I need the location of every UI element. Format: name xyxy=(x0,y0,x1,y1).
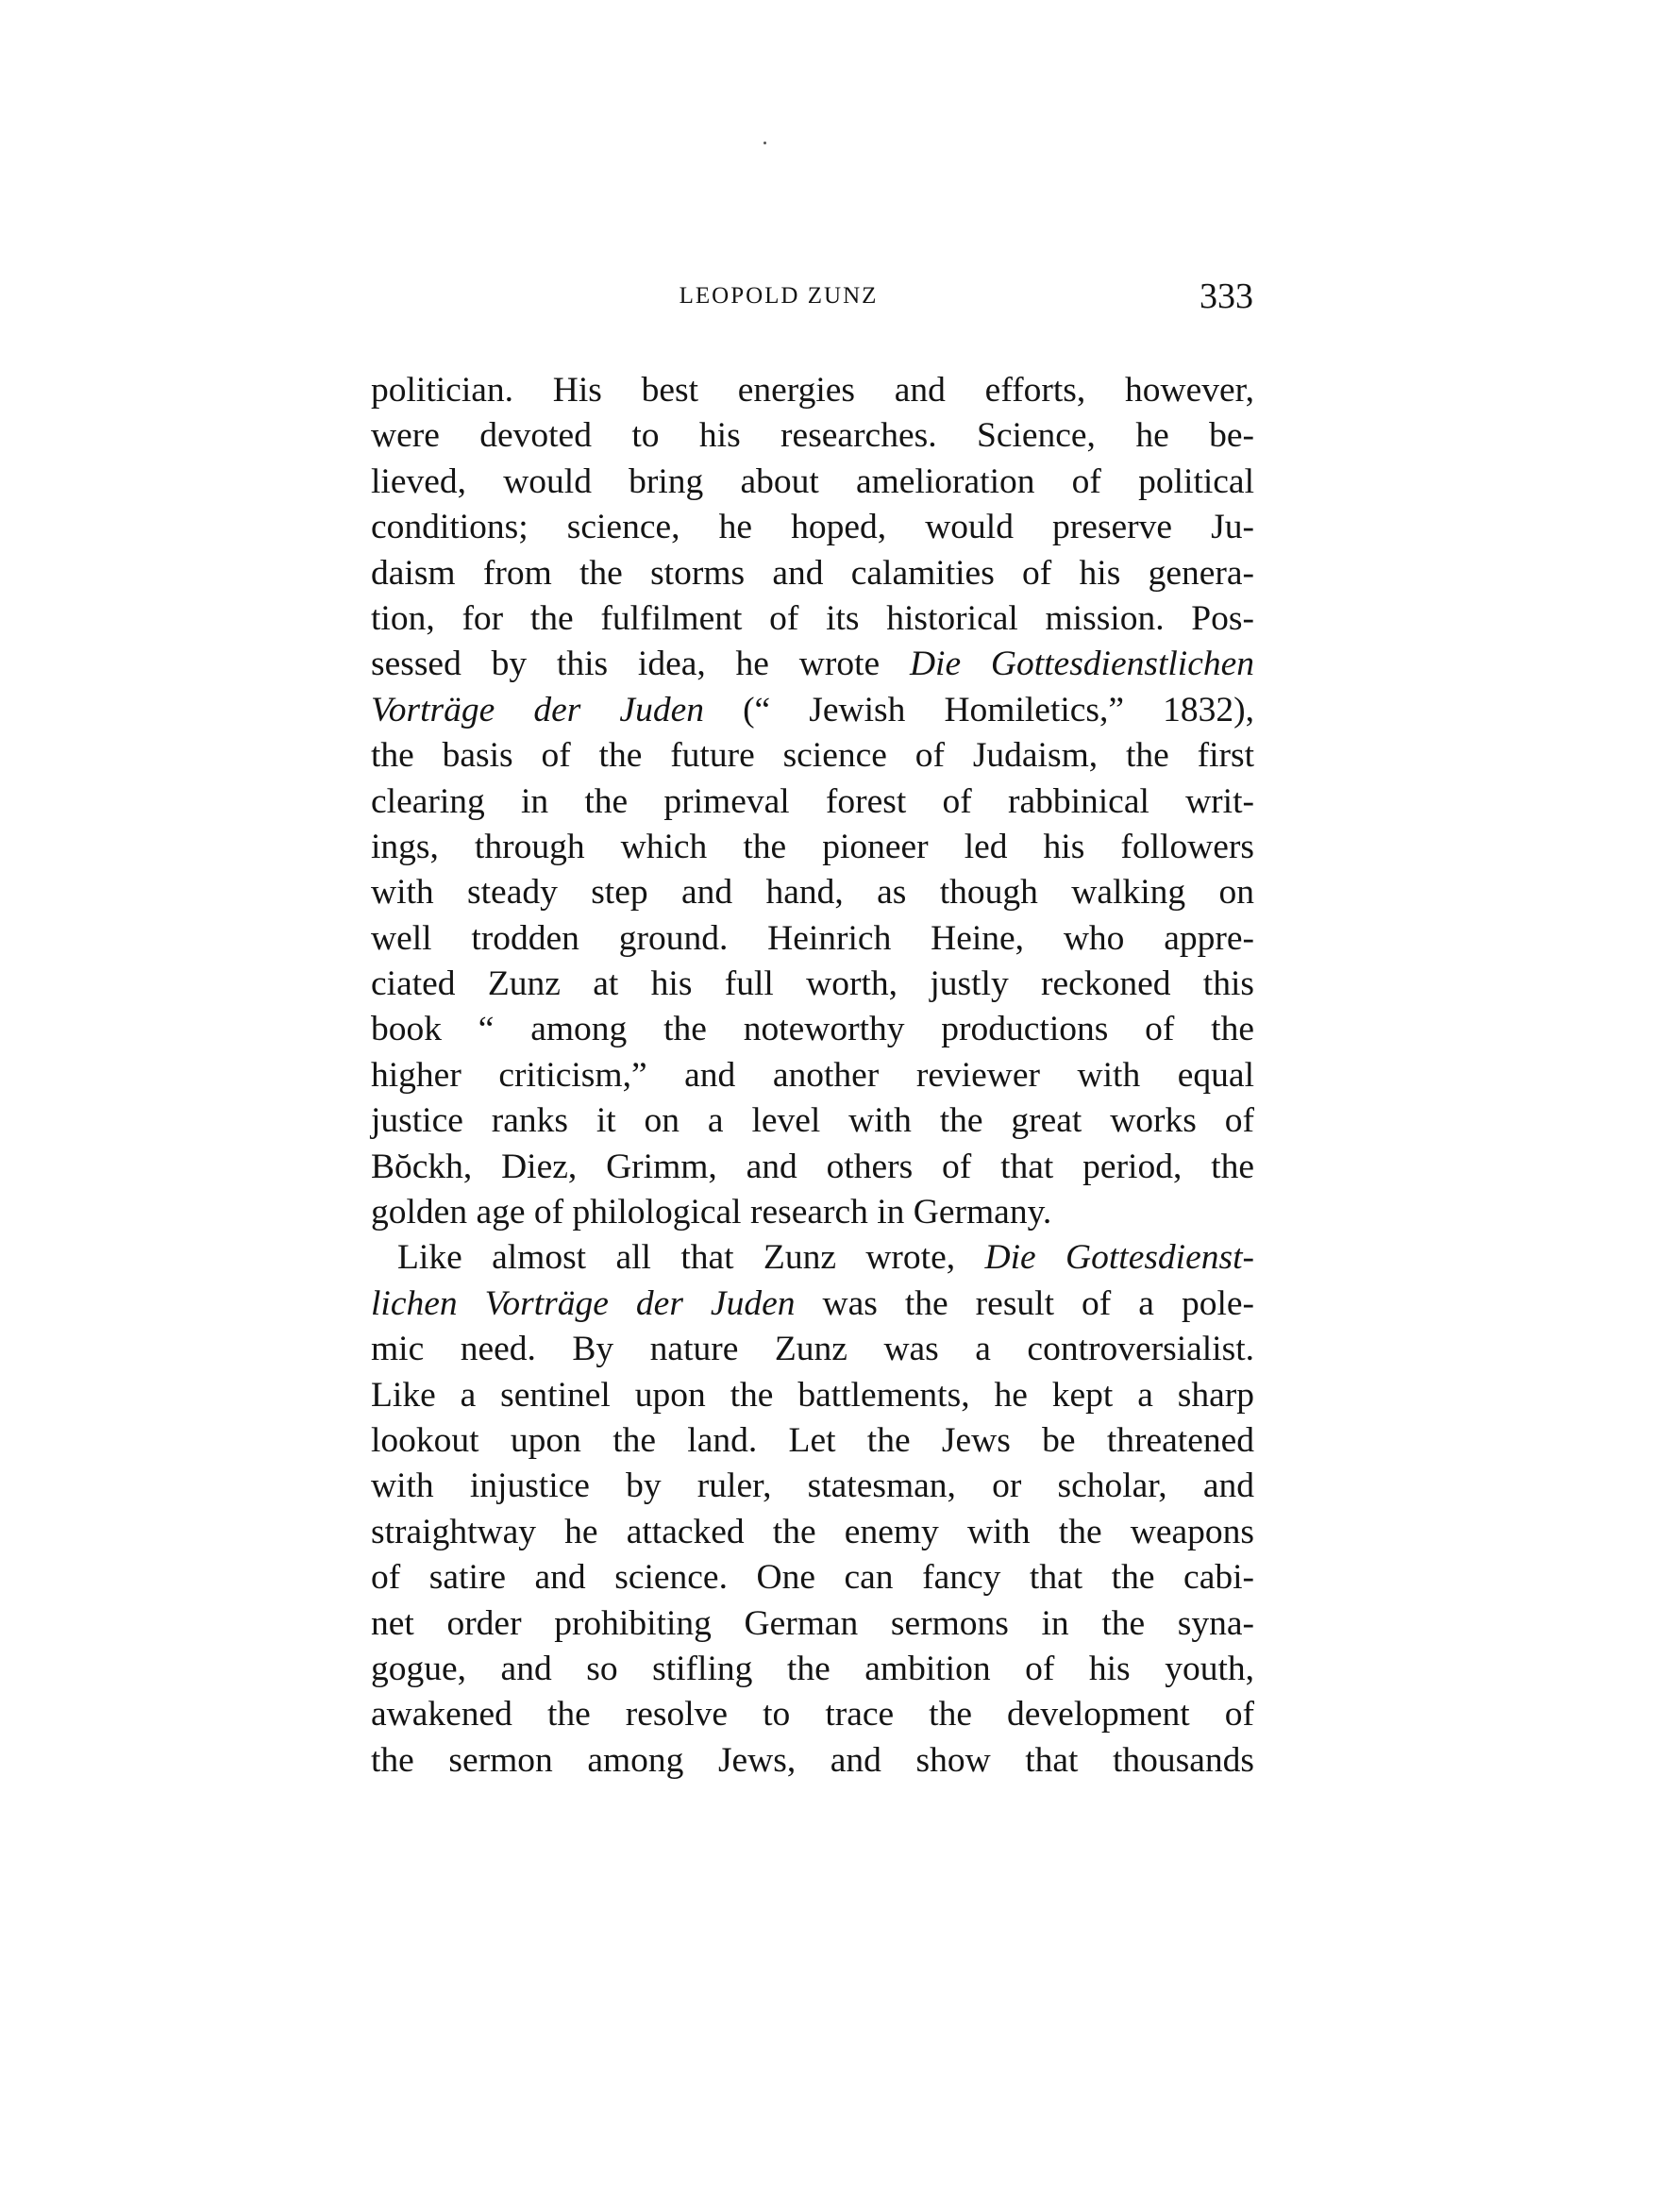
text-segment: Bŏckh, Diez, Grimm, and others of that period, the xyxy=(371,1147,1254,1186)
text-segment: sessed by this idea, he wrote xyxy=(371,645,910,684)
running-head: LEOPOLD ZUNZ xyxy=(679,283,879,309)
text-segment: with injustice by ruler, statesman, or scholar, and xyxy=(371,1466,1254,1506)
text-segment: gogue, and so stifling the ambition of his youth, xyxy=(371,1649,1254,1688)
text-segment: golden age of philological research in Germany. xyxy=(371,1193,1052,1232)
text-segment: the basis of the future science of Judaism, the first xyxy=(371,736,1254,776)
text-line xyxy=(371,1601,1254,1647)
italic-title-text: Die Gottesdienstlichen xyxy=(909,645,1254,684)
text-line xyxy=(371,733,1254,779)
text-segment: justice ranks it on a level with the great works of xyxy=(371,1101,1254,1141)
text-line xyxy=(371,779,1254,825)
text-segment: daism from the storms and calamities of his genera- xyxy=(371,553,1254,593)
text-segment: (“ Jewish Homiletics,” 1832), xyxy=(703,690,1254,729)
text-segment: net order prohibiting German sermons in the syna- xyxy=(371,1603,1254,1643)
text-segment: straightway he attacked the enemy with the weapons xyxy=(371,1512,1254,1551)
text-line xyxy=(371,688,1254,733)
text-line xyxy=(371,1053,1254,1098)
text-line xyxy=(371,368,1254,413)
text-line xyxy=(371,1007,1254,1052)
text-line xyxy=(371,505,1254,550)
text-segment: book “ among the noteworthy productions of the xyxy=(371,1010,1254,1049)
text-line xyxy=(371,962,1254,1007)
body-text xyxy=(371,368,1254,1784)
text-line xyxy=(371,1555,1254,1600)
text-segment: mic need. By nature Zunz was a controversialist. xyxy=(371,1330,1254,1369)
text-line xyxy=(371,1282,1254,1327)
text-line xyxy=(371,460,1254,505)
text-segment: of satire and science. One can fancy that the cabi- xyxy=(371,1558,1254,1598)
text-segment: ings, through which the pioneer led his followers xyxy=(371,827,1254,866)
scan-speck xyxy=(763,142,766,144)
text-line xyxy=(371,1235,1254,1281)
text-segment: with steady step and hand, as though walking on xyxy=(371,873,1254,913)
text-line xyxy=(371,870,1254,915)
text-line xyxy=(371,1464,1254,1509)
text-segment: lookout upon the land. Let the Jews be threatened xyxy=(371,1420,1254,1460)
text-line xyxy=(371,1692,1254,1737)
text-segment: well trodden ground. Heinrich Heine, who appre- xyxy=(371,918,1254,958)
text-line xyxy=(371,1190,1254,1235)
text-line xyxy=(371,1327,1254,1372)
text-line xyxy=(371,413,1254,459)
text-segment: conditions; science, he hoped, would preserve Ju- xyxy=(371,508,1254,547)
text-line xyxy=(371,1647,1254,1692)
text-segment: was the result of a pole- xyxy=(795,1283,1254,1323)
text-segment: Like a sentinel upon the battlements, he kept a sharp xyxy=(371,1375,1254,1415)
text-line xyxy=(371,1510,1254,1555)
italic-title-text: Vorträge der Juden xyxy=(371,690,704,729)
text-segment: were devoted to his researches. Science, he be- xyxy=(371,416,1254,456)
text-line xyxy=(371,1145,1254,1190)
page-number: 333 xyxy=(1200,276,1253,316)
text-segment: ciated Zunz at his full worth, justly reckoned this xyxy=(371,964,1254,1004)
text-line xyxy=(371,1373,1254,1418)
italic-title-text: lichen Vorträge der Juden xyxy=(371,1283,796,1323)
text-line xyxy=(371,916,1254,962)
text-segment: clearing in the primeval forest of rabbinical writ- xyxy=(371,781,1254,821)
text-line xyxy=(371,825,1254,870)
text-line xyxy=(371,1418,1254,1464)
text-segment: politician. His best energies and efforts, however, xyxy=(371,371,1254,410)
text-line xyxy=(371,1098,1254,1144)
text-segment: the sermon among Jews, and show that thousands xyxy=(371,1740,1254,1780)
text-line xyxy=(371,642,1254,687)
text-segment: higher criticism,” and another reviewer with equal xyxy=(371,1055,1254,1095)
text-line xyxy=(371,596,1254,642)
text-line xyxy=(371,551,1254,596)
text-segment: awakened the resolve to trace the development of xyxy=(371,1695,1254,1734)
text-line xyxy=(371,1738,1254,1784)
text-segment: tion, for the fulfilment of its historical mission. Pos- xyxy=(371,598,1254,638)
text-segment: Like almost all that Zunz wrote, xyxy=(397,1238,985,1278)
italic-title-text: Die Gottesdienst- xyxy=(984,1238,1254,1278)
text-segment: lieved, would bring about amelioration of political xyxy=(371,461,1254,501)
